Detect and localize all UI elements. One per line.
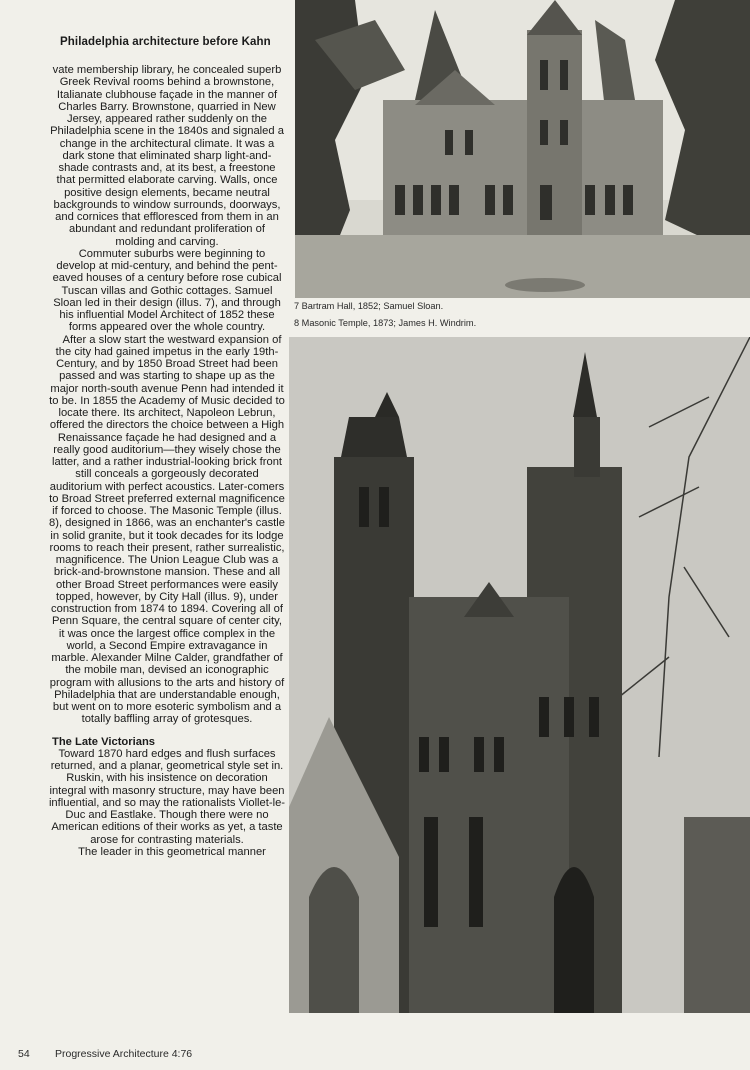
illustration-bartram-hall [295,0,750,298]
body-paragraph: After a slow start the westward expansion of the city had gained impetus in the early 19th-Century, and by 1850 Broad Street had been passed and was starting to shape up as the major north-south avenue Penn had intended it to be. In 1855 the Academy of Music decided to locate there. Its architect, Napoleon Lebrun, offered the directors the choice between a High Renaissance façade he had designed and a really good auditorium—they wisely chose the latter, and a rather industrial-looking brick front still conceals a gorgeously decorated auditorium with perfect acoustics. Later-comers to Broad Street preferred external magnificence if forced to choose. The Masonic Temple (illus. 8), designed in 1866, was an enchanter's castle in solid granite, but it took decades for its lodge rooms to reach their present, rather surrealistic, magnificence. The Union League Club was a brick-and-brownstone mansion. These and all other Broad Street performances were easily topped, however, by City Hall (illus. 9), under construction from 1874 to 1894. Covering all of Penn Square, the central square of center city, it was once the largest office complex in the world, a Second Empire extravagance in marble. Alexander Milne Calder, grandfather of the mobile man, devised an iconographic program with allusions to the arts and history of Philadelphia that are understandable enough, but went on to more esoteric symbolism and a totally baffling array of grotesques. [49,333,285,726]
caption-illus-7: 7 Bartram Hall, 1852; Samuel Sloan. [294,301,444,311]
subheading: The Late Victorians [52,735,155,748]
body-paragraph: The leader in this geometrical manner [78,845,266,858]
text-column [48,36,286,858]
journal-footer: Progressive Architecture 4:76 [55,1048,193,1060]
caption-illus-8: 8 Masonic Temple, 1873; James H. Windrim. [294,318,477,328]
body-paragraph: Toward 1870 hard edges and flush surfaces returned, and a planar, geometrical style set in. Ruskin, with his insistence on decoration integral with masonry structure, may have been influential, and so may the rationalists Viollet-le-Duc and Eastlake. Though there were no American editions of their works as yet, a taste arose for contrasting materials. [48,747,286,846]
section-heading: Philadelphia architecture before Kahn [60,36,271,48]
photo-masonic-temple [289,337,750,1013]
body-paragraph: Commuter suburbs were beginning to develop at mid-century, and behind the pent-eaved houses of a century before rose cubical Tuscan villas and Gothic cottages. Samuel Sloan led in their design (illus. 7), and through his influential Model Architect of 1852 these forms appeared over the whole country. [52,247,282,334]
body-paragraph: vate membership library, he concealed superb Greek Revival rooms behind a brownstone, Italianate clubhouse façade in the manner of Charles Barry. Brownstone, quarried in New Jersey, appeared rather suddenly on the Philadelphia scene in the 1840s and signaled a change in the architectural climate. It was a dark stone that eliminated sharp light-and-shade contrasts and, at its best, a freestone that permitted elaborate carving. Walls, once positive design elements, became neutral backgrounds to window surrounds, doorways, and cornices that effloresced from them in an abundant and redundant proliferation of molding and carving. [50,64,284,248]
page-number: 54 [18,1048,30,1060]
